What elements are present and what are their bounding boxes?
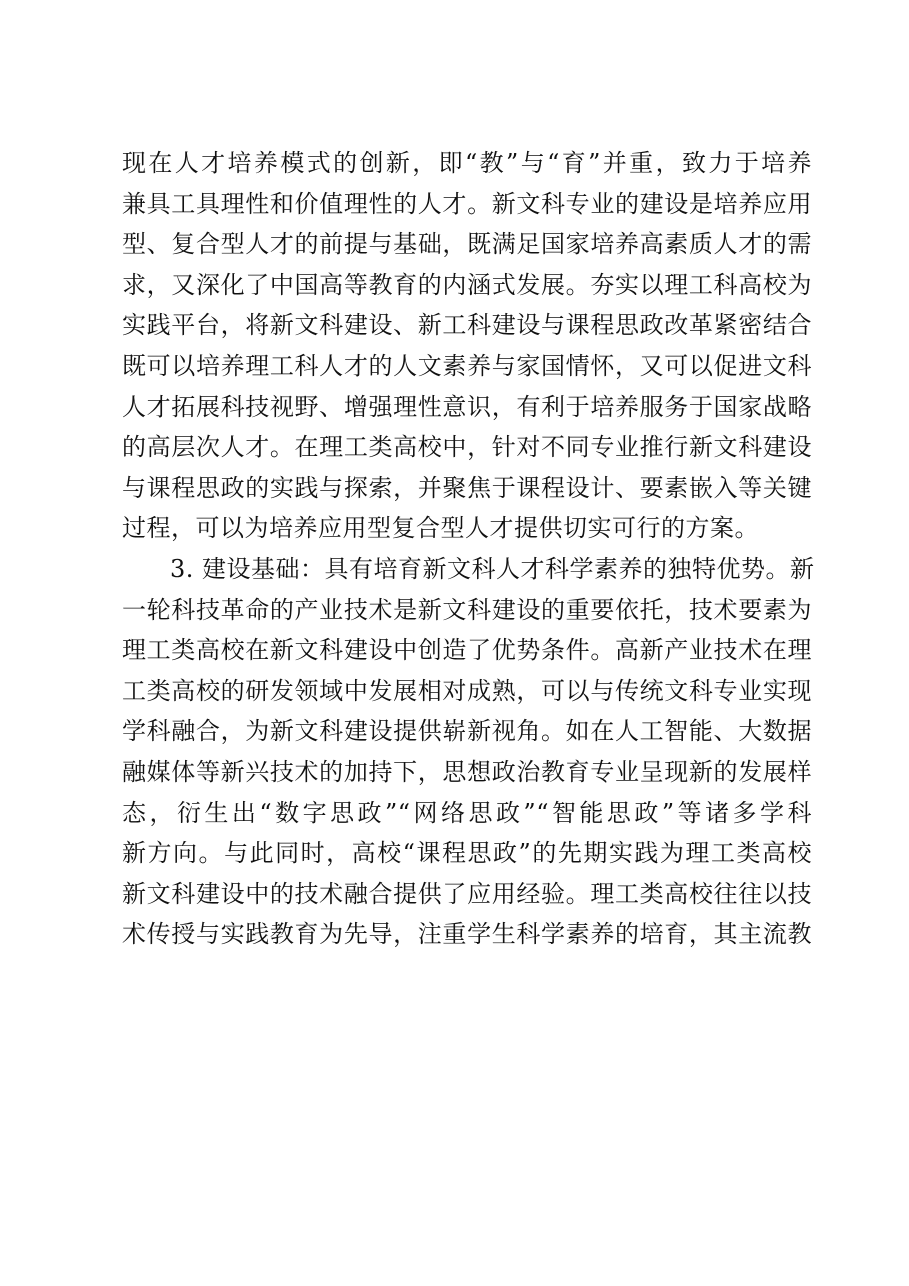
text-line: 型、复合型人才的前提与基础，既满足国家培养高素质人才的需: [122, 230, 812, 259]
text-line: 融媒体等新兴技术的加持下，思想政治教育专业呈现新的发展样: [122, 757, 812, 786]
text-line: 学科融合，为新文科建设提供崭新视角。如在人工智能、大数据: [122, 717, 812, 746]
text-line: 的高层次人才。在理工类高校中，针对不同专业推行新文科建设: [122, 433, 812, 462]
text-line: 术传授与实践教育为先导，注重学生科学素养的培育，其主流教: [122, 920, 812, 949]
section-heading-line: 3. 建设基础：具有培育新文科人才科学素养的独特优势。新: [170, 554, 815, 583]
paragraph-end-line: 过程，可以为培养应用型复合型人才提供切实可行的方案。: [122, 514, 759, 543]
body-text: [122, 143, 815, 955]
text-line: 人才拓展科技视野、增强理性意识，有利于培养服务于国家战略: [122, 392, 812, 421]
text-line: 一轮科技革命的产业技术是新文科建设的重要依托，技术要素为: [122, 595, 812, 624]
text-line: 工类高校的研发领域中发展相对成熟，可以与传统文科专业实现: [122, 676, 812, 705]
text-line: 既可以培养理工科人才的人文素养与家国情怀，又可以促进文科: [122, 351, 812, 380]
text-line: 与课程思政的实践与探索，并聚焦于课程设计、要素嵌入等关键: [122, 473, 812, 502]
text-line: 新方向。与此同时，高校“课程思政”的先期实践为理工类高校: [122, 839, 812, 868]
text-line: 求，又深化了中国高等教育的内涵式发展。夯实以理工科高校为: [122, 270, 812, 299]
text-line: 现在人才培养模式的创新，即“教”与“育”并重，致力于培养: [122, 149, 812, 177]
text-line: 态，衍生出“数字思政”“网络思政”“智能思政”等诸多学科: [122, 798, 812, 827]
text-line: 新文科建设中的技术融合提供了应用经验。理工类高校往往以技: [122, 879, 812, 908]
text-line: 理工类高校在新文科建设中创造了优势条件。高新产业技术在理: [122, 636, 812, 665]
text-line: 实践平台，将新文科建设、新工科建设与课程思政改革紧密结合: [122, 311, 812, 340]
text-line: 兼具工具理性和价值理性的人才。新文科专业的建设是培养应用: [122, 189, 812, 218]
